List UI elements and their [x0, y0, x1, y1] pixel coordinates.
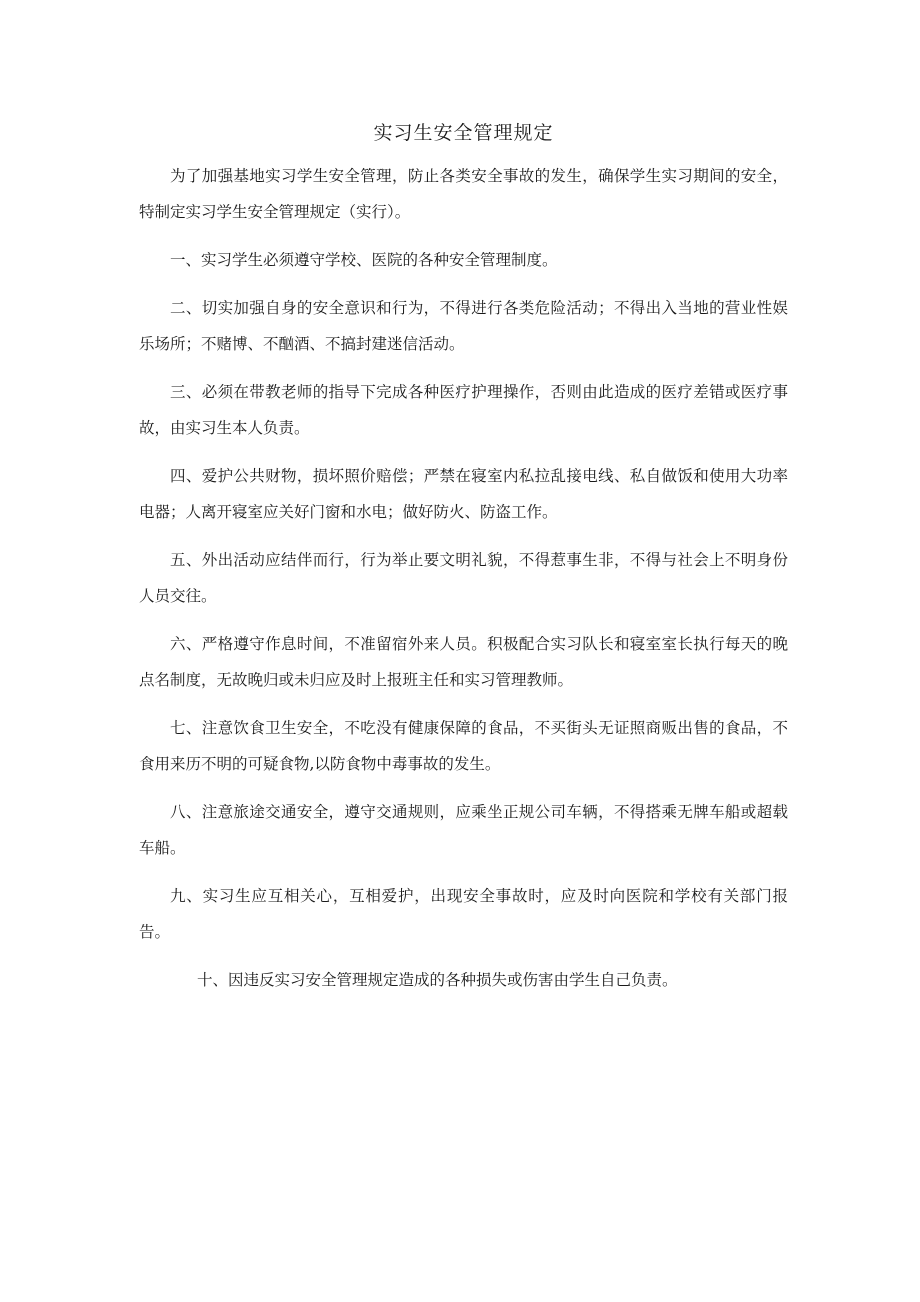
paragraph-rule-8: 八、注意旅途交通安全，遵守交通规则，应乘坐正规公司车辆，不得搭乘无牌车船或超载车船。	[139, 803, 788, 857]
paragraph-rule-3: 三、必须在带教老师的指导下完成各种医疗护理操作，否则由此造成的医疗差错或医疗事故，由实习生本人负责。	[139, 383, 788, 437]
paragraph-rule-1: 一、实习学生必须遵守学校、医院的各种安全管理制度。	[170, 251, 558, 269]
paragraph-rule-9: 九、实习生应互相关心，互相爱护，出现安全事故时，应及时向医院和学校有关部门报告。	[139, 887, 788, 941]
paragraph-rule-7: 七、注意饮食卫生安全，不吃没有健康保障的食品，不买街头无证照商贩出售的食品，不食用来历不明的可疑食物,以防食物中毒事故的发生。	[139, 719, 788, 773]
paragraph-rule-4: 四、爱护公共财物，损坏照价赔偿；严禁在寝室内私拉乱接电线、私自做饭和使用大功率电器；人离开寝室应关好门窗和水电；做好防火、防盗工作。	[139, 467, 788, 521]
paragraph-rule-5: 五、外出活动应结伴而行，行为举止要文明礼貌，不得惹事生非，不得与社会上不明身份人员交往。	[139, 551, 788, 605]
paragraph-rule-6: 六、严格遵守作息时间，不准留宿外来人员。积极配合实习队长和寝室室长执行每天的晚点名制度，无故晚归或未归应及时上报班主任和实习管理教师。	[139, 635, 788, 689]
paragraph-intro: 为了加强基地实习学生安全管理，防止各类安全事故的发生，确保学生实习期间的安全，特制定实习学生安全管理规定（实行）。	[139, 167, 788, 221]
paragraph-rule-2: 二、切实加强自身的安全意识和行为，不得进行各类危险活动；不得出入当地的营业性娱乐场所；不赌博、不酗酒、不搞封建迷信活动。	[139, 299, 788, 353]
paragraph-rule-10: 十、因违反实习安全管理规定造成的各种损失或伤害由学生自己负责。	[197, 971, 678, 989]
document-title: 实习生安全管理规定	[373, 122, 554, 144]
